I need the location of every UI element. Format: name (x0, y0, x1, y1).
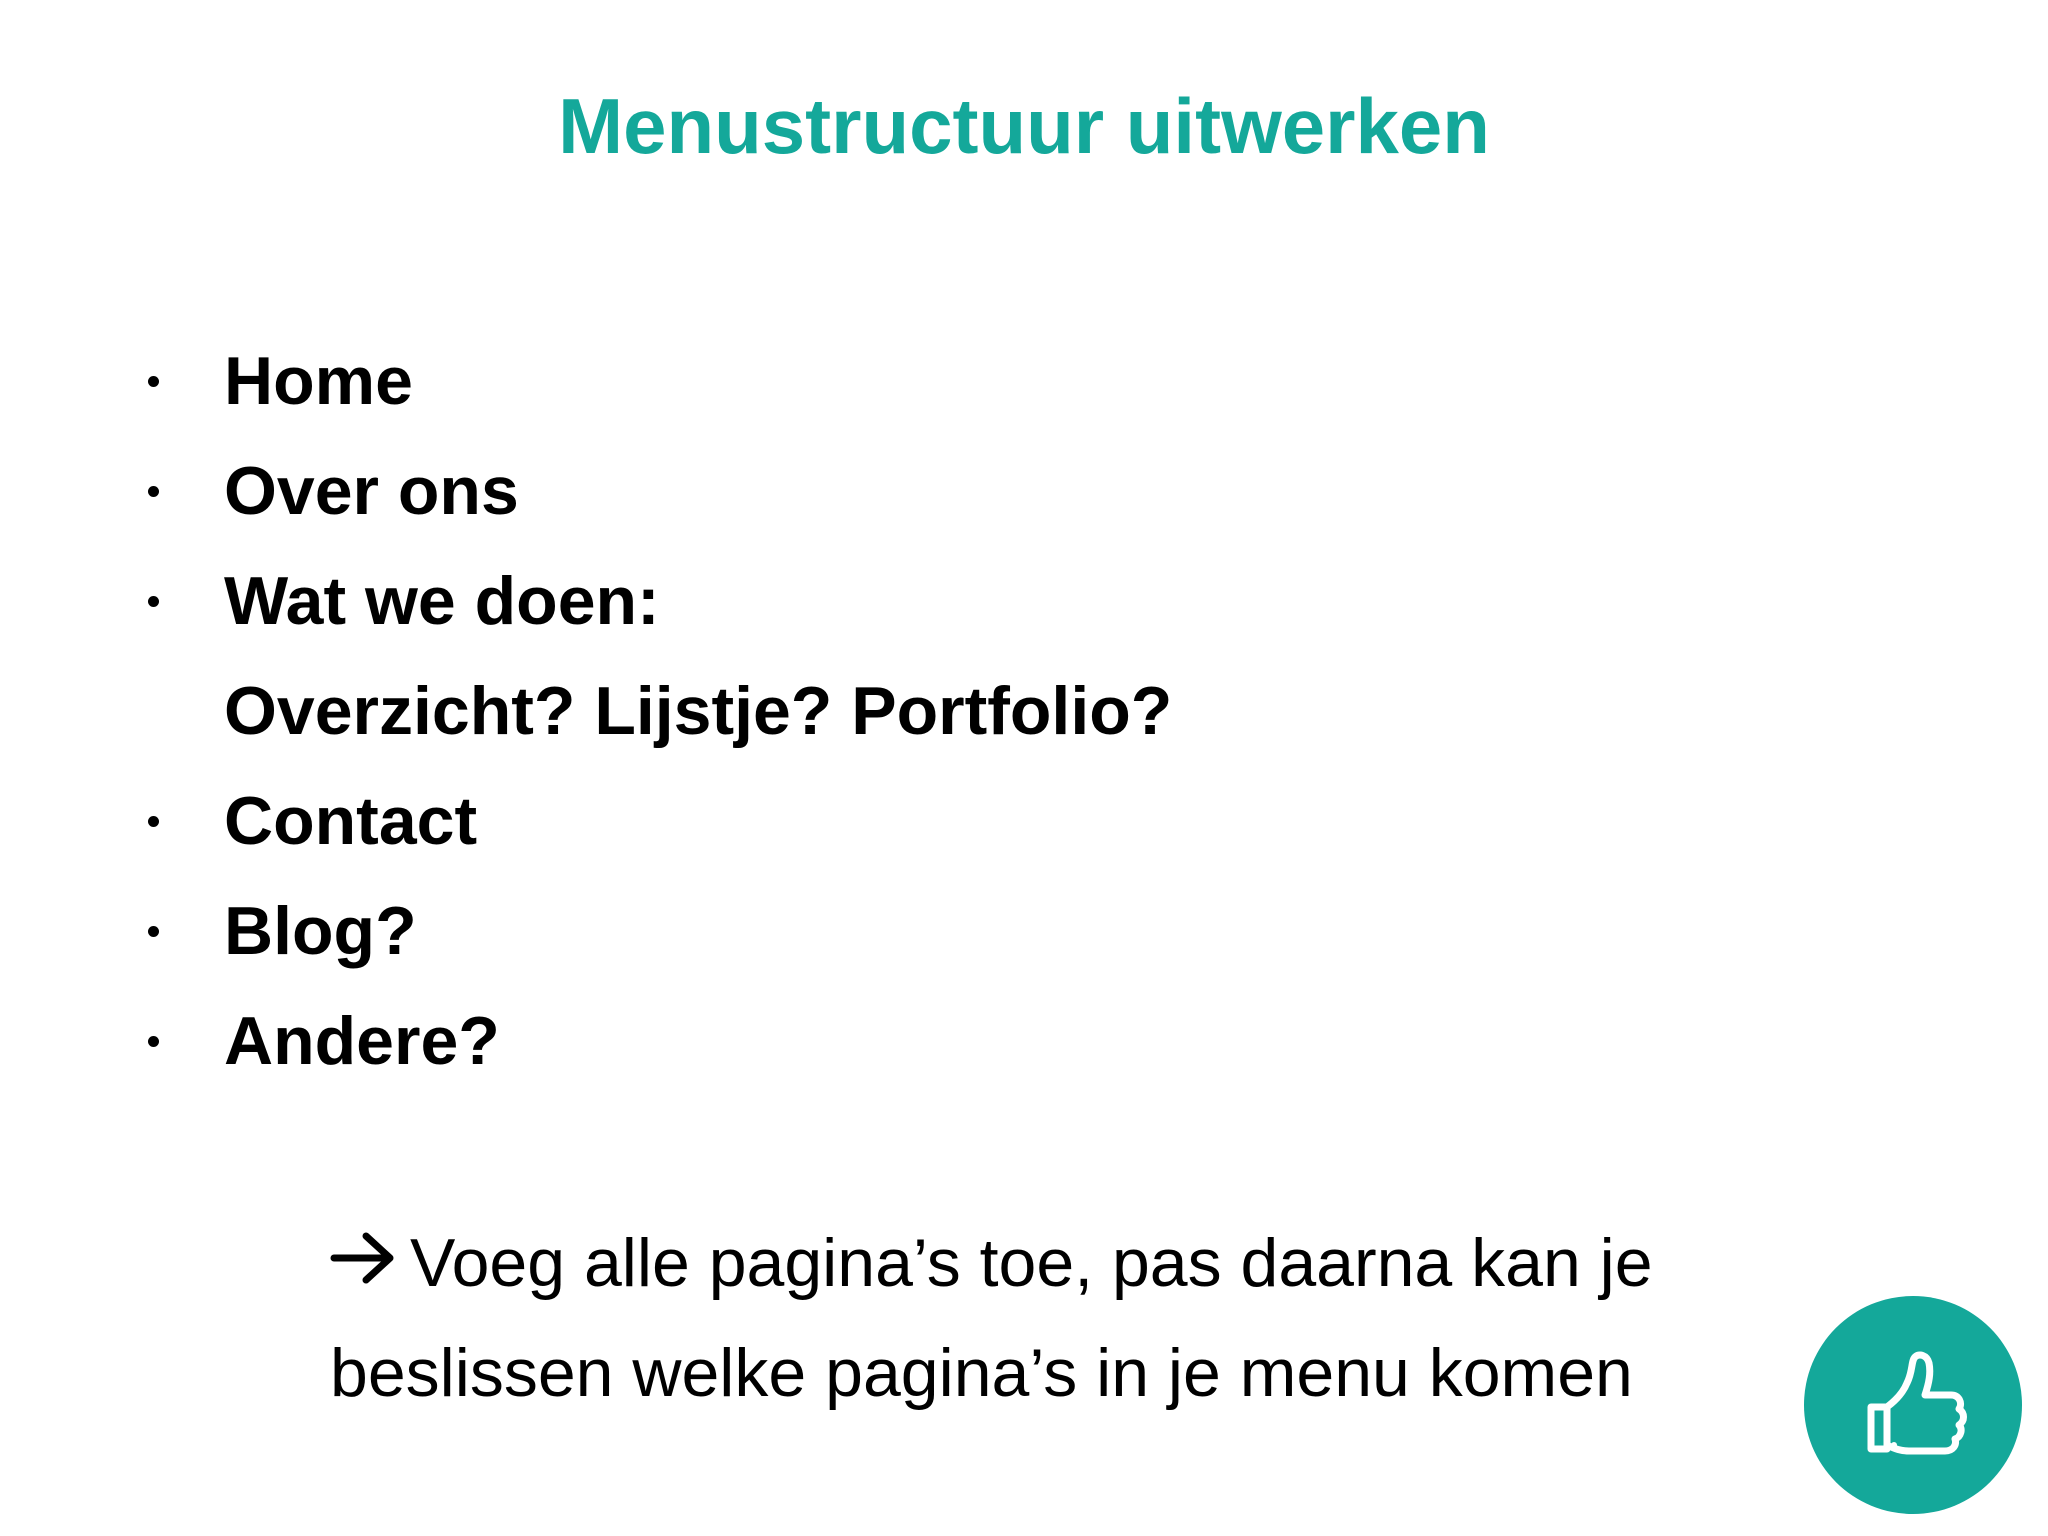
bullet-icon (148, 816, 159, 827)
thumbs-up-button[interactable] (1804, 1296, 2022, 1514)
menu-item-label: Home (224, 343, 413, 419)
menu-item-label: Contact (224, 783, 478, 859)
note-line-2: beslissen welke pagina’s in je menu komen (330, 1335, 1633, 1411)
menu-item-blog (140, 876, 1172, 986)
menu-list (140, 326, 1172, 1096)
menu-item-subline (140, 656, 1172, 766)
menu-item-home (140, 326, 1172, 436)
bullet-icon (148, 376, 159, 387)
note-text (330, 1208, 1653, 1428)
bullet-icon (148, 486, 159, 497)
bullet-icon (148, 596, 159, 607)
menu-item-label: Blog? (224, 893, 417, 969)
menu-item-wat-we-doen (140, 546, 1172, 656)
menu-item-label: Overzicht? Lijstje? Portfolio? (224, 673, 1173, 749)
bullet-icon (148, 1036, 159, 1047)
menu-item-andere (140, 986, 1172, 1096)
arrow-right-icon (330, 1230, 396, 1286)
note-line-1-text: Voeg alle pagina’s toe, pas daarna kan je (410, 1225, 1653, 1301)
slide-title: Menustructuur uitwerken (558, 82, 1490, 170)
menu-item-over-ons (140, 436, 1172, 546)
menu-item-label: Wat we doen: (224, 563, 660, 639)
menu-item-label: Andere? (224, 1003, 500, 1079)
note-line-1 (330, 1208, 1653, 1318)
menu-item-label: Over ons (224, 453, 519, 529)
menu-item-contact (140, 766, 1172, 876)
thumbs-up-icon (1849, 1341, 1977, 1469)
bullet-icon (148, 926, 159, 937)
